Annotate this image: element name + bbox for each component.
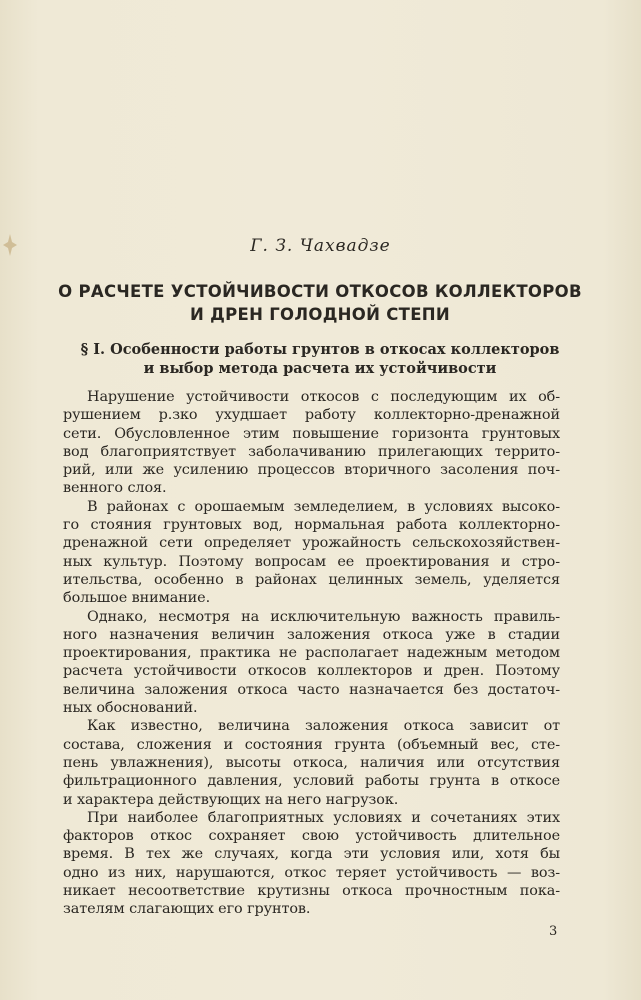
text-line: ительства, особенно в районах целинных земель, уделяется: [63, 571, 560, 588]
text-line: и характера действующих на него нагрузок.: [63, 791, 399, 808]
paragraph: [63, 809, 560, 919]
text-line: никает несоответствие крутизны откоса прочностным пока-: [63, 883, 560, 900]
text-line: ных культур. Поэтому вопросам ее проектирования и стро-: [63, 553, 560, 570]
text-line: ного назначения величин заложения откоса уже в стадии: [63, 626, 560, 643]
text-line: Однако, несмотря на исключительную важность правиль-: [87, 608, 560, 625]
title-line-2: И ДРЕН ГОЛОДНОЙ СТЕПИ: [189, 305, 451, 324]
text-line: состава, сложения и состояния грунта (объемный вес, сте-: [63, 736, 560, 753]
text-line: вод благоприятствует заболачиванию прилегающих террито-: [63, 443, 560, 460]
text-line: венного слоя.: [63, 480, 167, 497]
section-heading-line-2: и выбор метода расчета их устойчивости: [143, 360, 497, 377]
paragraph: [63, 388, 560, 498]
section-heading: [40, 340, 600, 378]
text-line: сети. Обусловленное этим повышение горизонта грунтовых: [63, 425, 560, 442]
text-line: время. В тех же случаях, когда эти условия или, хотя бы: [63, 846, 560, 863]
section-heading-line-1: § I. Особенности работы грунтов в откосах коллекторов: [80, 341, 560, 358]
text-line: рушением р.зко ухудшает работу коллекторно-дренажной: [63, 407, 560, 424]
text-line: Нарушение устойчивости откосов с последующим их об-: [87, 389, 560, 405]
paragraph: [63, 717, 560, 808]
article-title: [30, 280, 610, 326]
text-line: величина заложения откоса часто назначается без достаточ-: [63, 681, 560, 698]
text-line: ных обоснований.: [63, 700, 198, 717]
text-line: проектирования, практика не располагает надежным методом: [63, 645, 560, 662]
page-number: 3: [549, 924, 558, 939]
text-line: зателям слагающих его грунтов.: [63, 901, 311, 918]
text-line: фильтрационного давления, условий работы грунта в откосе: [63, 773, 560, 790]
text-line: В районах с орошаемым земледелием, в условиях высоко-: [87, 498, 560, 515]
author-name: Г. З. Чахвадзе: [250, 236, 391, 256]
text-line: дренажной сети определяет урожайность сельскохозяйствен-: [63, 535, 560, 552]
text-line: большое внимание.: [63, 590, 211, 607]
text-line: Как известно, величина заложения откоса зависит от: [87, 718, 560, 735]
text-line: При наиболее благоприятных условиях и сочетаниях этих: [87, 809, 560, 826]
text-line: одно из них, нарушаются, откос теряет устойчивость — воз-: [63, 864, 560, 881]
text-line: расчета устойчивости откосов коллекторов и дрен. Поэтому: [63, 663, 560, 680]
text-line: факторов откос сохраняет свою устойчивость длительное: [63, 828, 560, 845]
body-text: [63, 388, 560, 919]
paragraph: [63, 498, 560, 608]
text-line: рий, или же усилению процессов вторичного засоления поч-: [63, 462, 560, 479]
title-line-1: О РАСЧЕТЕ УСТОЙЧИВОСТИ ОТКОСОВ КОЛЛЕКТОРОВ: [58, 282, 582, 301]
text-line: пень увлажнения), высоты откоса, наличия или отсутствия: [63, 754, 560, 771]
text-line: го стояния грунтовых вод, нормальная работа коллекторно-: [63, 517, 560, 534]
paragraph: [63, 608, 560, 718]
